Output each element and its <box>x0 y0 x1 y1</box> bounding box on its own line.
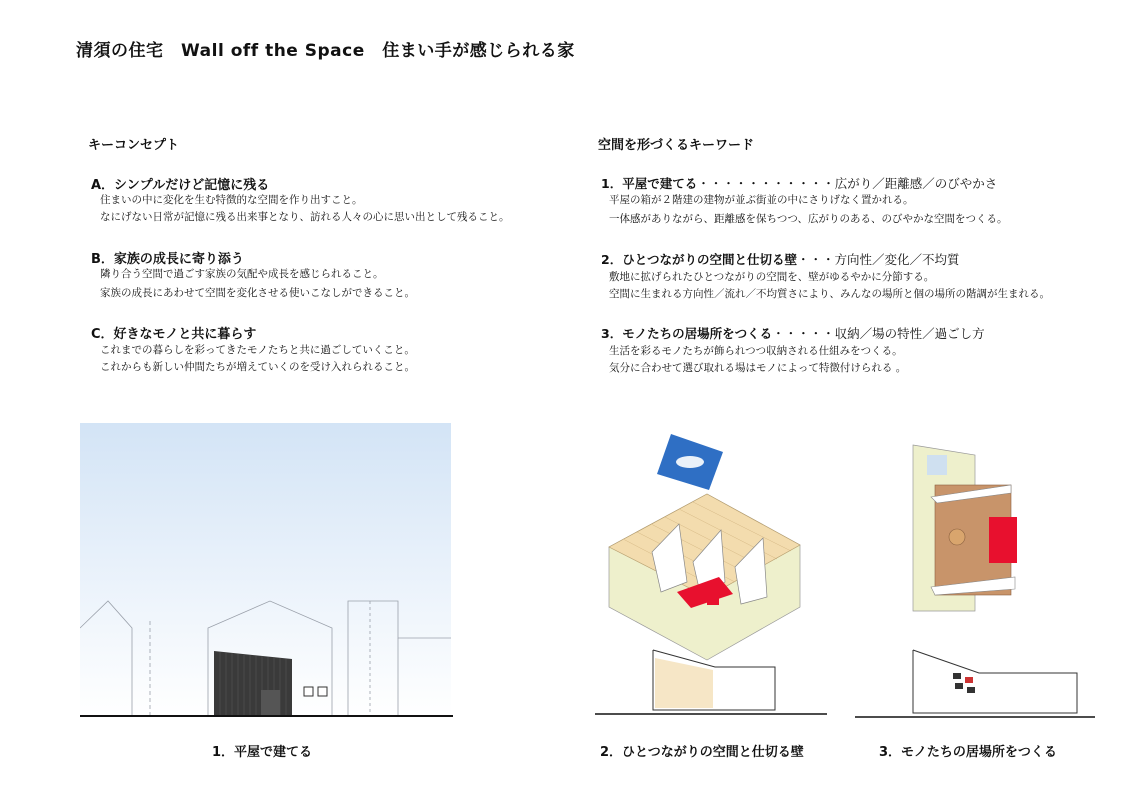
keyword-1-heading <box>601 174 997 192</box>
concept-a-heading: A．シンプルだけど記憶に残る <box>91 178 270 193</box>
concept-b-line-2: 家族の成長にあわせて空間を変化させる使いこなしができること。 <box>100 287 415 299</box>
keyword-3-line-2: 気分に合わせて選び取れる場はモノによって特徴付けられる 。 <box>609 362 907 374</box>
concept-a-line-2: なにげない日常が記憶に残る出来事となり、訪れる人々の心に思い出として残ること。 <box>100 211 510 223</box>
page-title: 清須の住宅 Wall off the Space 住まい手が感じられる家 <box>76 41 575 61</box>
keyword-1-dots: ・・・・・・・・・・・ <box>697 176 835 191</box>
axonometric-figure-2 <box>595 432 827 722</box>
keyword-3-line-1: 生活を彩るモノたちが飾られつつ収納される仕組みをつくる。 <box>609 345 903 357</box>
skylight <box>927 455 947 475</box>
figure-3-caption: 3．モノたちの居場所をつくる <box>879 745 1057 760</box>
concept-a-line-1: 住まいの中に変化を生む特徴的な空間を作り出すこと。 <box>100 194 363 206</box>
keyword-2-label: 2．ひとつながりの空間と仕切る壁 <box>601 252 797 267</box>
keyword-3-dots: ・・・・・ <box>772 326 835 341</box>
section-2 <box>595 650 827 714</box>
concept-b-line-1: 隣り合う空間で過ごす家族の気配や成長を感じられること。 <box>100 268 384 280</box>
keyword-1-label: 1．平屋で建てる <box>601 176 698 191</box>
keyword-2-dots: ・・・ <box>796 252 835 267</box>
street-elevation-figure <box>80 423 453 721</box>
keyword-1-keywords: 広がり／距離感／のびやかさ <box>834 176 998 191</box>
keyword-2-line-1: 敷地に拡げられたひとつながりの空間を、壁がゆるやかに分節する。 <box>609 271 935 283</box>
keyword-2-line-2: 空間に生まれる方向性／流れ／不均質さにより、みんなの場所と個の場所の階調が生まれる。 <box>609 288 1050 300</box>
keyword-2-keywords: 方向性／変化／不均質 <box>834 252 960 267</box>
window-small <box>318 687 327 696</box>
plan-figure-3 <box>855 437 1095 722</box>
concept-c-line-2: これからも新しい仲間たちが増えていくのを受け入れられること。 <box>100 361 415 373</box>
key-concept-heading: キーコンセプト <box>88 138 180 153</box>
entrance-door <box>261 690 280 716</box>
concept-b-heading: B．家族の成長に寄り添う <box>91 252 244 267</box>
figure-2-caption: 2．ひとつながりの空間と仕切る壁 <box>600 745 804 760</box>
keyword-3-label: 3．モノたちの居場所をつくる <box>601 326 773 341</box>
window-small <box>304 687 313 696</box>
keyword-1-line-2: 一体感がありながら、距離感を保ちつつ、広がりのある、のびやかな空間をつくる。 <box>609 213 1008 225</box>
concept-c-heading: C．好きなモノと共に暮らす <box>91 327 257 342</box>
keywords-heading: 空間を形づくるキーワード <box>598 138 755 153</box>
keyword-3-heading <box>601 324 985 342</box>
keyword-2-heading <box>601 250 959 268</box>
concept-c-line-1: これまでの暮らしを彩ってきたモノたちと共に過ごしていくこと。 <box>100 344 415 356</box>
section-3 <box>855 650 1095 717</box>
keyword-1-line-1: 平屋の箱が２階建の建物が並ぶ街並の中にさりげなく置かれる。 <box>609 194 914 206</box>
keyword-3-keywords: 収納／場の特性／過ごし方 <box>834 326 985 341</box>
red-accent-block <box>989 517 1017 563</box>
figure-1-caption: 1．平屋で建てる <box>212 745 313 760</box>
